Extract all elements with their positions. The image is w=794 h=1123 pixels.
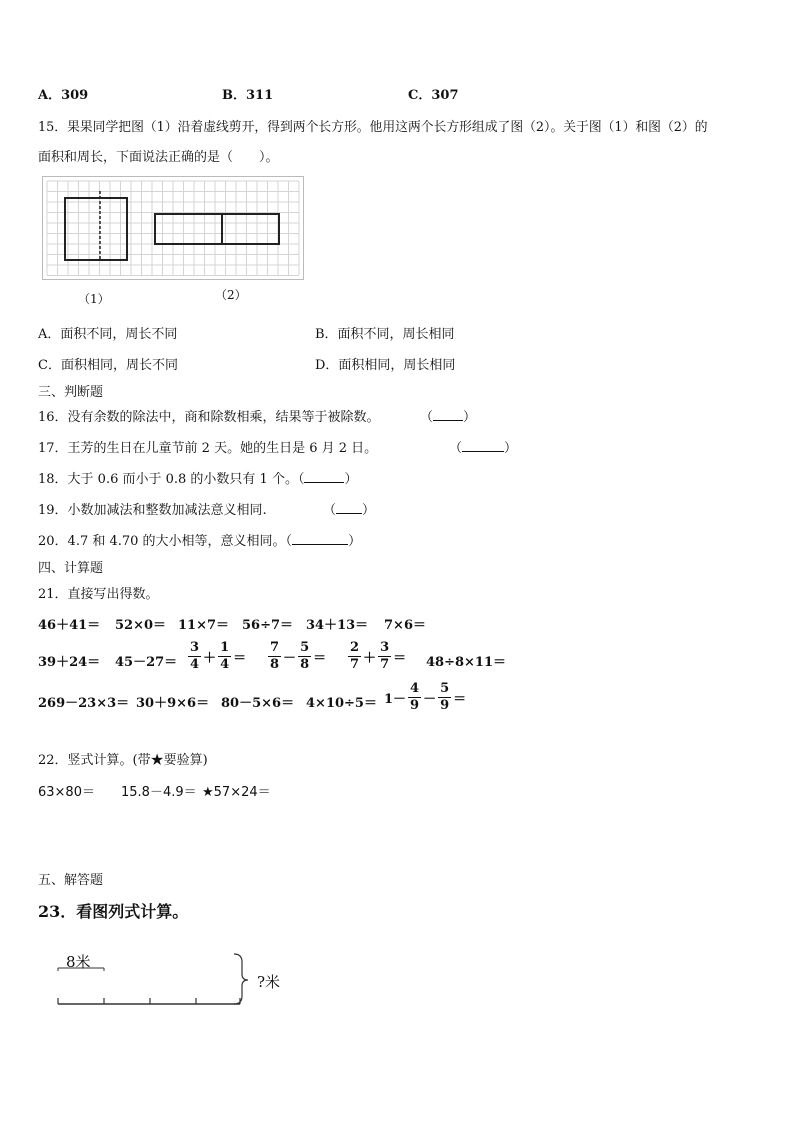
q22-title: 22．竖式计算。(带★要验算): [38, 753, 208, 768]
q15-grid-figure: [42, 176, 304, 280]
q16-text: 16．没有余数的除法中，商和除数相乘，结果等于被除数。: [38, 410, 380, 425]
q15-option-c: C．面积相同，周长不同: [38, 358, 178, 373]
q17-text: 17．王芳的生日在儿童节前 2 天。她的生日是 6 月 2 日。: [38, 441, 378, 456]
q18-text[interactable]: 18．大于 0.6 而小于 0.8 的小数只有 1 个。（ ）: [38, 472, 358, 487]
figure-2-label: （2）: [215, 288, 247, 302]
option-c: C．307: [408, 88, 459, 103]
calc-item: 7×6＝: [384, 618, 426, 633]
option-a: A．309: [38, 88, 89, 103]
q15-option-d: D．面积相同，周长相同: [315, 358, 456, 373]
fraction-expression: $\frac{2}{7}$ ＋ $\frac{3}{7}$ ＝: [350, 640, 407, 672]
calc-item: 46＋41＝: [38, 618, 101, 633]
fraction-expression: $\frac{7}{8}$ － $\frac{5}{8}$ ＝: [270, 640, 327, 672]
calc-item: 11×7＝: [178, 618, 230, 633]
calc-item: 52×0＝: [115, 618, 167, 633]
segment-length-label: 8米: [66, 953, 91, 971]
total-length-label: ?米: [257, 973, 281, 991]
q16-answer-blank[interactable]: （ ）: [420, 410, 477, 425]
calc-item: 48÷8×11＝: [426, 655, 507, 670]
q17-answer-blank[interactable]: （ ）: [449, 441, 518, 456]
q15-option-b: B．面积不同，周长相同: [315, 327, 455, 342]
q21-title: 21．直接写出得数。: [38, 587, 159, 602]
calc-item: 80－5×6＝: [221, 696, 295, 711]
q23-title: 23．看图列式计算。: [38, 902, 189, 921]
section-3-heading: 三、判断题: [38, 385, 104, 400]
vertical-calc-item: 15.8－4.9＝: [121, 785, 197, 800]
calc-item: 34＋13＝: [306, 618, 369, 633]
fraction-expression: $\frac{3}{4}$ ＋ $\frac{1}{4}$ ＝: [190, 640, 247, 672]
section-5-heading: 五、解答题: [38, 873, 104, 888]
vertical-calc-item: 63×80＝: [38, 785, 95, 800]
q19-text: 19．小数加减法和整数加减法意义相同.: [38, 503, 267, 518]
calc-item: 39＋24＝: [38, 655, 101, 670]
section-4-heading: 四、计算题: [38, 561, 104, 576]
calc-item: 56÷7＝: [242, 618, 294, 633]
q19-answer-blank[interactable]: （ ）: [323, 503, 376, 518]
option-b: B．311: [222, 88, 274, 103]
q20-text[interactable]: 20．4.7 和 4.70 的大小相等，意义相同。（ ）: [38, 534, 362, 549]
q15-line2: 面积和周长，下面说法正确的是（ ）。: [38, 150, 279, 165]
calc-item: 45－27＝: [115, 655, 178, 670]
figure-2-rect-right: [222, 214, 279, 244]
calc-item: 30＋9×6＝: [136, 696, 210, 711]
fraction-expression: 1－ $\frac{4}{9}$ － $\frac{5}{9}$ ＝: [384, 681, 467, 713]
figure-2-rect-left: [155, 214, 222, 244]
figure-1-label: （1）: [78, 292, 110, 306]
figure-1-square: [65, 198, 127, 260]
vertical-calc-item: ★57×24＝: [202, 785, 271, 800]
right-brace-icon: [234, 954, 248, 1004]
calc-item: 4×10÷5＝: [306, 696, 377, 711]
q15-line1: 15．果果同学把图（1）沿着虚线剪开，得到两个长方形。他用这两个长方形组成了图（2）。关于图（1）和图（2）的: [38, 120, 708, 135]
calc-item: 269－23×3＝: [38, 696, 130, 711]
q15-option-a: A．面积不同，周长不同: [38, 327, 178, 342]
